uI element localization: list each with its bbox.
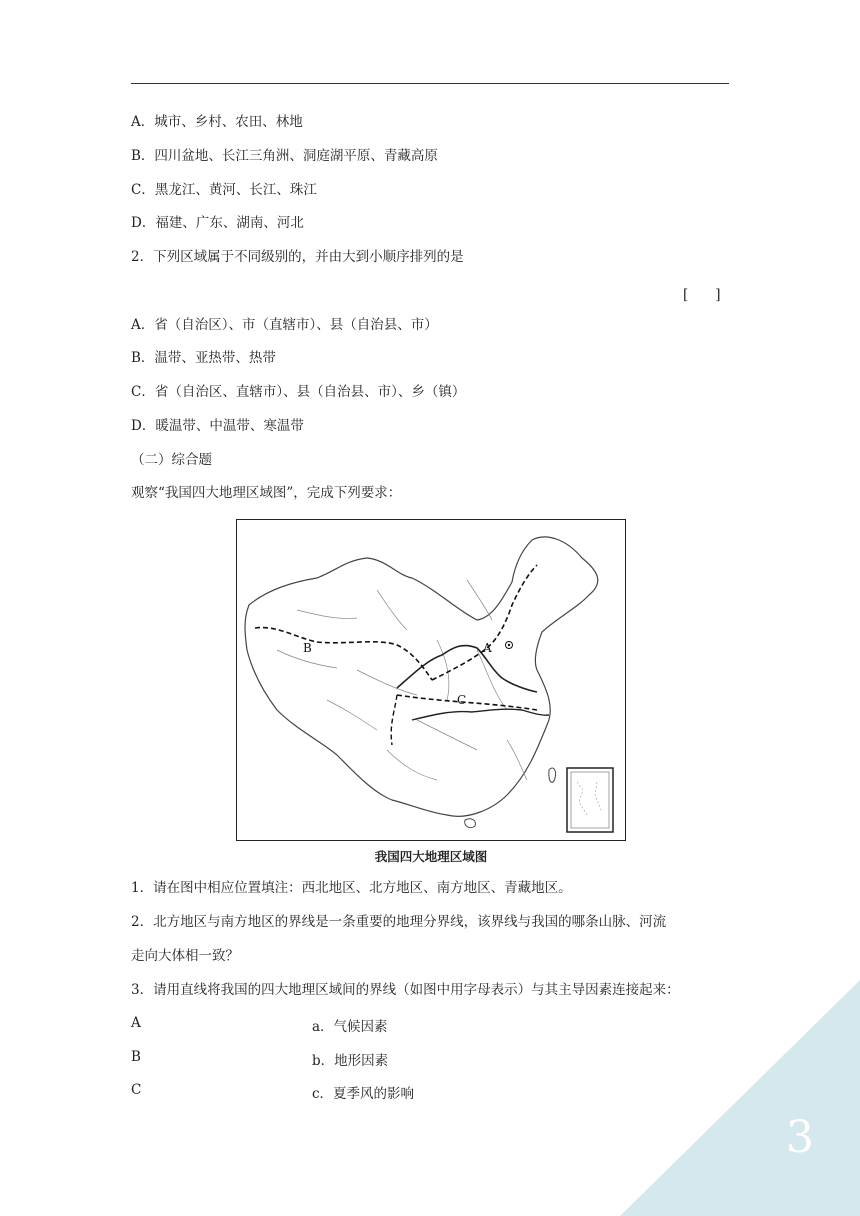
q2-stem: 2．下列区域属于不同级别的，并由大到小顺序排列的是: [131, 249, 464, 265]
q1-option-c: C．黑龙江、黄河、长江、珠江: [131, 182, 317, 198]
taiwan-island: [549, 768, 556, 782]
q2-option-c: C．省（自治区、直辖市）、县（自治县、市）、乡（镇）: [131, 384, 466, 400]
corner-decoration: [620, 980, 860, 1216]
river-changjiang: [412, 709, 549, 720]
boundary-a: [432, 565, 537, 680]
map-intro: 观察“我国四大地理区域图”，完成下列要求：: [131, 485, 402, 501]
china-regions-map: [236, 519, 626, 841]
hainan-island: [465, 819, 476, 828]
river-huanghe: [397, 646, 537, 692]
q1-option-d: D．福建、广东、湖南、河北: [131, 215, 304, 231]
answer-bracket: [ ]: [683, 287, 721, 303]
q2-option-b: B．温带、亚热带、热带: [131, 350, 276, 366]
question-1: 1．请在图中相应位置填注：西北地区、北方地区、南方地区、青藏地区。: [131, 880, 572, 896]
boundary-b: [255, 628, 432, 680]
label-b: B: [303, 641, 312, 655]
q1-option-a: A．城市、乡村、农田、林地: [131, 114, 303, 130]
map-caption: 我国四大地理区域图: [374, 849, 488, 864]
province-lines: [277, 580, 527, 780]
match-right-b: b．地形因素: [312, 1053, 389, 1069]
match-left-c: C: [131, 1082, 142, 1098]
boundary-c-west: [391, 695, 397, 745]
page-number: 3: [786, 1112, 814, 1163]
section-title: （二）综合题: [131, 452, 212, 468]
header-rule: [131, 83, 729, 84]
q2-option-d: D．暖温带、中温带、寒温带: [131, 418, 304, 434]
map-drawing: [237, 520, 625, 840]
label-c: C: [457, 693, 467, 707]
label-a: A: [483, 641, 492, 655]
match-right-a: a．气候因素: [312, 1019, 388, 1035]
match-left-a: A: [131, 1015, 141, 1031]
q2-option-a: A．省（自治区）、市（直辖市）、县（自治县、市）: [131, 317, 438, 333]
question-3: 3．请用直线将我国的四大地理区域间的界线（如图中用字母表示）与其主导因素连接起来：: [131, 982, 680, 998]
question-2-cont: 走向大体相一致？: [131, 948, 239, 964]
question-2: 2．北方地区与南方地区的界线是一条重要的地理分界线，该界线与我国的哪条山脉、河流: [131, 914, 667, 930]
q1-option-b: B．四川盆地、长江三角洲、洞庭湖平原、青藏高原: [131, 148, 438, 164]
boundary-c: [397, 695, 537, 710]
south-china-sea-inset: [567, 768, 613, 832]
match-right-c: c．夏季风的影响: [312, 1086, 415, 1102]
match-left-b: B: [131, 1049, 141, 1065]
